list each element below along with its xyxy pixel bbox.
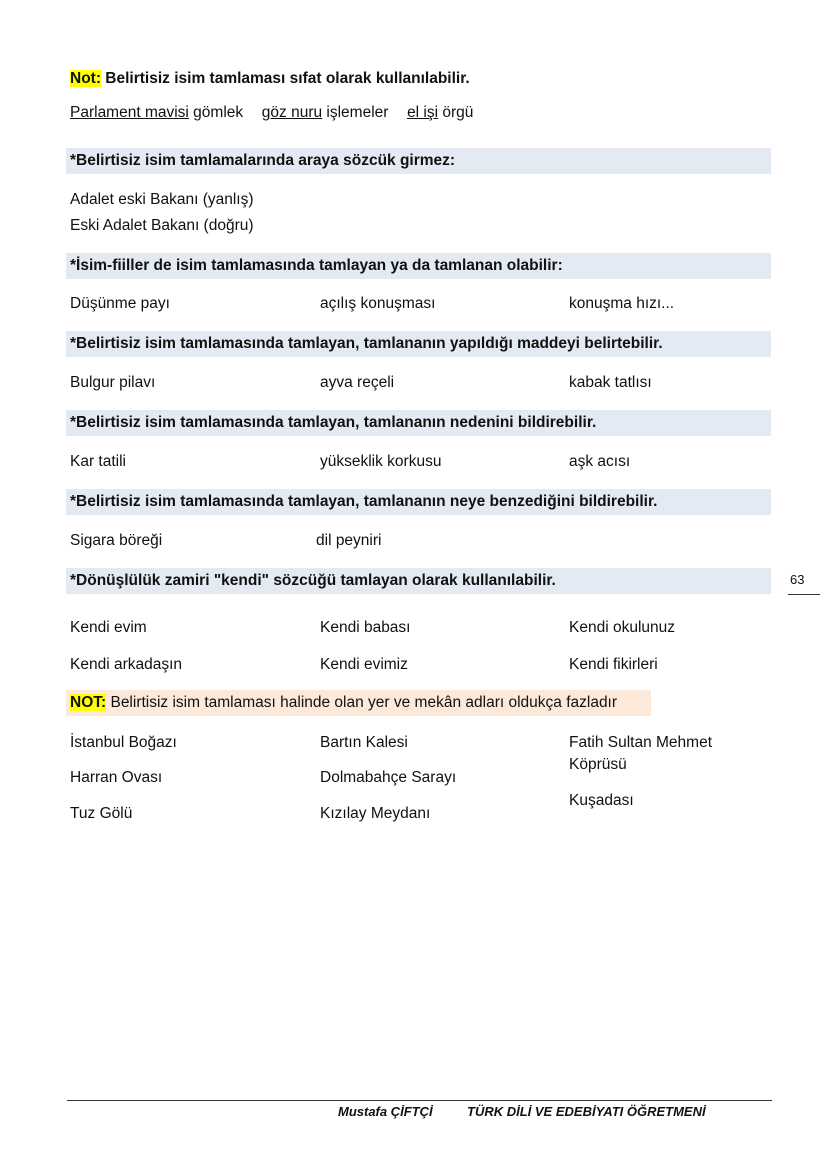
list-item: aşk acısı xyxy=(569,453,631,470)
list-item: Fatih Sultan Mehmet xyxy=(569,734,713,751)
note-2-line xyxy=(70,694,617,712)
list-item: Kendi okulunuz xyxy=(569,619,675,636)
list-item: kabak tatlısı xyxy=(569,374,652,391)
page-number: 63 xyxy=(790,572,805,587)
example-underlined-3: el işi xyxy=(407,104,439,121)
list-item: Bulgur pilavı xyxy=(70,374,156,391)
section-heading: *İsim-fiiller de isim tamlamasında tamlayan ya da tamlanan olabilir: xyxy=(70,257,563,274)
section-heading: *Belirtisiz isim tamlamasında tamlayan, tamlananın nedenini bildirebilir. xyxy=(70,414,597,431)
list-item: açılış konuşması xyxy=(320,295,436,312)
list-item: Bartın Kalesi xyxy=(320,734,408,751)
list-item: Kendi babası xyxy=(320,619,411,636)
note-1-line xyxy=(70,70,470,88)
footer-rule xyxy=(67,1100,772,1101)
list-item: Kar tatili xyxy=(70,453,126,470)
list-item: Kendi evim xyxy=(70,619,147,636)
example-rest-3: örgü xyxy=(438,104,474,121)
list-item: Harran Ovası xyxy=(70,769,163,786)
list-item: Dolmabahçe Sarayı xyxy=(320,769,457,786)
example-rest-2: işlemeler xyxy=(322,104,389,121)
section-heading: *Dönüşlülük zamiri "kendi" sözcüğü tamlayan olarak kullanılabilir. xyxy=(70,572,556,589)
footer-title: TÜRK DİLİ VE EDEBİYATI ÖĞRETMENİ xyxy=(467,1104,706,1119)
example-underlined-1: Parlament mavisi xyxy=(70,104,189,121)
note-2-label: NOT: xyxy=(70,694,107,711)
footer-author: Mustafa ÇİFTÇİ xyxy=(338,1104,433,1119)
list-item: Adalet eski Bakanı (yanlış) xyxy=(70,191,254,208)
list-item: Düşünme payı xyxy=(70,295,170,312)
list-item: konuşma hızı... xyxy=(569,295,675,312)
list-item: Kuşadası xyxy=(569,792,634,809)
section-heading: *Belirtisiz isim tamlamasında tamlayan, tamlananın yapıldığı maddeyi belirtebilir. xyxy=(70,335,663,352)
page-number-rule xyxy=(788,594,820,595)
list-item: yükseklik korkusu xyxy=(320,453,442,470)
example-underlined-2: göz nuru xyxy=(261,104,323,121)
note-1-label: Not: xyxy=(70,70,101,87)
note-1-text: Belirtisiz isim tamlaması sıfat olarak kullanılabilir. xyxy=(101,70,470,87)
list-item: Sigara böreği xyxy=(70,532,163,549)
list-item: İstanbul Boğazı xyxy=(70,734,177,751)
list-item: Kızılay Meydanı xyxy=(320,805,431,822)
list-item: dil peyniri xyxy=(316,532,382,549)
list-item: Kendi fikirleri xyxy=(569,656,658,673)
example-rest-1: gömlek xyxy=(188,104,244,121)
list-item: Eski Adalet Bakanı (doğru) xyxy=(70,217,254,234)
list-item: Köprüsü xyxy=(569,756,627,773)
list-item: ayva reçeli xyxy=(320,374,395,391)
note-1-examples xyxy=(70,104,473,122)
list-item: Kendi evimiz xyxy=(320,656,408,673)
section-heading: *Belirtisiz isim tamlamasında tamlayan, tamlananın neye benzediğini bildirebilir. xyxy=(70,493,658,510)
note-2-text: Belirtisiz isim tamlaması halinde olan yer ve mekân adları oldukça fazladır xyxy=(106,694,618,711)
section-heading: *Belirtisiz isim tamlamalarında araya sözcük girmez: xyxy=(70,152,456,169)
list-item: Tuz Gölü xyxy=(70,805,133,822)
list-item: Kendi arkadaşın xyxy=(70,656,183,673)
